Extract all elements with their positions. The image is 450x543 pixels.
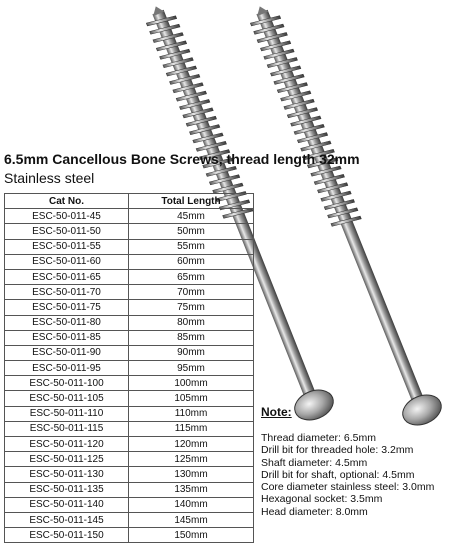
screw-right-icon: [241, 0, 446, 430]
column-header-total-length: Total Length: [129, 194, 254, 209]
table-row: [5, 376, 254, 391]
table-row: [5, 254, 254, 269]
cat-no-cell: ESC-50-011-65: [5, 269, 129, 284]
column-header-cat-no: Cat No.: [5, 194, 129, 209]
cat-no-cell: ESC-50-011-70: [5, 285, 129, 300]
cat-no-cell: ESC-50-011-95: [5, 361, 129, 376]
total-length-cell: 145mm: [129, 512, 254, 527]
table-row: [5, 209, 254, 224]
total-length-cell: 95mm: [129, 361, 254, 376]
material-subtitle: Stainless steel: [4, 170, 95, 186]
cat-no-cell: ESC-50-011-50: [5, 224, 129, 239]
table-row: [5, 239, 254, 254]
total-length-cell: 125mm: [129, 452, 254, 467]
table-row: [5, 528, 254, 543]
note-line: Thread diameter: 6.5mm: [261, 432, 376, 444]
cat-no-cell: ESC-50-011-110: [5, 406, 129, 421]
cat-no-cell: ESC-50-011-130: [5, 467, 129, 482]
table-row: [5, 452, 254, 467]
table-row: [5, 315, 254, 330]
cat-no-cell: ESC-50-011-120: [5, 437, 129, 452]
table-row: [5, 512, 254, 527]
total-length-cell: 65mm: [129, 269, 254, 284]
total-length-cell: 75mm: [129, 300, 254, 315]
cat-no-cell: ESC-50-011-145: [5, 512, 129, 527]
cat-no-cell: ESC-50-011-125: [5, 452, 129, 467]
total-length-cell: 140mm: [129, 497, 254, 512]
cat-no-cell: ESC-50-011-100: [5, 376, 129, 391]
table-header-row: [5, 194, 254, 209]
table-row: [5, 482, 254, 497]
table-row: [5, 406, 254, 421]
note-title: Note:: [261, 405, 292, 419]
cat-no-cell: ESC-50-011-135: [5, 482, 129, 497]
note-panel: [261, 405, 434, 518]
total-length-cell: 60mm: [129, 254, 254, 269]
table-row: [5, 467, 254, 482]
cat-no-cell: ESC-50-011-150: [5, 528, 129, 543]
note-line: Drill bit for shaft, optional: 4.5mm: [261, 468, 415, 481]
total-length-cell: 50mm: [129, 224, 254, 239]
catalog-table: [4, 193, 254, 543]
note-line: Head diameter: 8.0mm: [261, 505, 368, 518]
table-row: [5, 361, 254, 376]
cat-no-cell: ESC-50-011-80: [5, 315, 129, 330]
table-row: [5, 285, 254, 300]
total-length-cell: 45mm: [129, 209, 254, 224]
total-length-cell: 80mm: [129, 315, 254, 330]
cat-no-cell: ESC-50-011-140: [5, 497, 129, 512]
total-length-cell: 150mm: [129, 528, 254, 543]
table-row: [5, 437, 254, 452]
note-line: Shaft diameter: 4.5mm: [261, 456, 368, 469]
total-length-cell: 100mm: [129, 376, 254, 391]
total-length-cell: 135mm: [129, 482, 254, 497]
table-row: [5, 421, 254, 436]
cat-no-cell: ESC-50-011-75: [5, 300, 129, 315]
note-line: Hexagonal socket: 3.5mm: [261, 493, 383, 506]
total-length-cell: 90mm: [129, 345, 254, 360]
cat-no-cell: ESC-50-011-115: [5, 421, 129, 436]
table-row: [5, 391, 254, 406]
total-length-cell: 130mm: [129, 467, 254, 482]
table-row: [5, 300, 254, 315]
table-row: [5, 224, 254, 239]
table-row: [5, 269, 254, 284]
total-length-cell: 110mm: [129, 406, 254, 421]
total-length-cell: 115mm: [129, 421, 254, 436]
cat-no-cell: ESC-50-011-85: [5, 330, 129, 345]
total-length-cell: 105mm: [129, 391, 254, 406]
cat-no-cell: ESC-50-011-105: [5, 391, 129, 406]
note-line: Drill bit for threaded hole: 3.2mm: [261, 444, 414, 457]
cat-no-cell: ESC-50-011-90: [5, 345, 129, 360]
table-row: [5, 345, 254, 360]
total-length-cell: 85mm: [129, 330, 254, 345]
cat-no-cell: ESC-50-011-55: [5, 239, 129, 254]
total-length-cell: 55mm: [129, 239, 254, 254]
note-lines: [261, 432, 434, 518]
table-row: [5, 330, 254, 345]
cat-no-cell: ESC-50-011-60: [5, 254, 129, 269]
note-line: Core diameter stainless steel: 3.0mm: [261, 481, 435, 494]
page-title: 6.5mm Cancellous Bone Screws, thread length 32mm: [4, 151, 360, 167]
cat-no-cell: ESC-50-011-45: [5, 209, 129, 224]
total-length-cell: 70mm: [129, 285, 254, 300]
table-row: [5, 497, 254, 512]
total-length-cell: 120mm: [129, 437, 254, 452]
